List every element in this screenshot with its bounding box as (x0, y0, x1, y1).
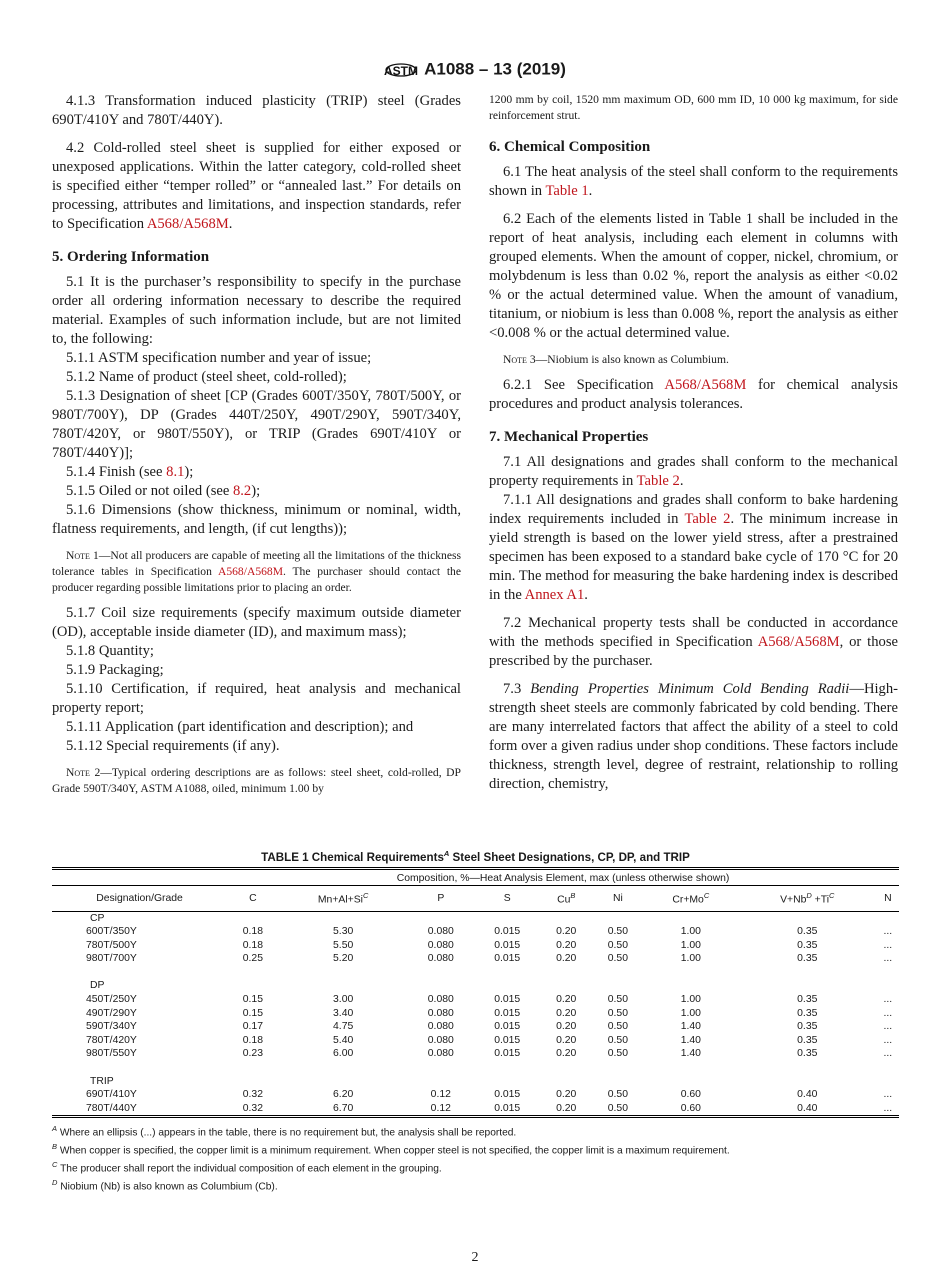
footnote-mark: C (829, 891, 835, 901)
value-cell: ... (883, 953, 893, 965)
text-run: 5.1.6 Dimensions (show thickness, minimum or nominal, width, flatness requirements, and length, (if cut lengths)); (52, 502, 461, 537)
text-run: 4.1.3 Transformation induced plasticity (TRIP) steel (Grades 690T/410Y and 780T/440Y). (52, 93, 461, 128)
column-header (279, 886, 408, 911)
grade-cell: 980T/550Y (86, 1048, 137, 1060)
value-cell: 0.18 (242, 939, 263, 951)
value-cell: 1.40 (680, 1034, 701, 1046)
table-body (52, 911, 899, 1117)
table-title (52, 849, 899, 864)
column-header (408, 886, 474, 911)
table-row (52, 1020, 899, 1034)
paragraph (52, 604, 461, 642)
group-row (52, 1075, 899, 1089)
group-row (52, 911, 899, 925)
paragraph (489, 680, 898, 794)
value-cell: 0.60 (680, 1089, 701, 1101)
value-cell: ... (883, 1007, 893, 1019)
value-cell: 0.15 (242, 994, 263, 1006)
section-heading: 5. Ordering Information (52, 249, 210, 265)
text-run: 5.1.11 Application (part identification and description); and (66, 719, 414, 735)
table-row (52, 952, 899, 966)
value-cell: 1.00 (680, 939, 701, 951)
paragraph (52, 139, 461, 234)
page-header (0, 56, 950, 84)
paragraph (52, 92, 461, 130)
footnote (52, 1122, 899, 1140)
table-row (52, 1047, 899, 1061)
footnote-text: The producer shall report the individual composition of each element in the grouping. (57, 1163, 442, 1175)
value-cell: 0.015 (494, 939, 521, 951)
value-cell: 1.40 (680, 1048, 701, 1060)
column-header (644, 886, 738, 911)
group-label: TRIP (90, 1075, 114, 1087)
group-label: DP (90, 980, 105, 992)
column-label: Cu (557, 894, 571, 906)
column-label: Designation/Grade (96, 892, 183, 904)
value-cell: 6.20 (333, 1089, 354, 1101)
reference-link[interactable]: Table 2 (636, 473, 680, 489)
value-cell: 0.50 (607, 994, 628, 1006)
grade-cell: 780T/420Y (86, 1034, 137, 1046)
page-number: 2 (471, 1250, 479, 1265)
spacer-row (52, 1061, 899, 1075)
value-cell: 0.015 (494, 953, 521, 965)
value-cell: 0.015 (494, 994, 521, 1006)
text-run: . (679, 473, 684, 489)
text-run: 5.1.5 Oiled or not oiled (see (66, 483, 233, 499)
column-label: Ni (612, 892, 623, 904)
table-row (52, 993, 899, 1007)
footnote (52, 1176, 899, 1194)
value-cell: 0.35 (797, 926, 818, 938)
value-cell: 0.20 (556, 1034, 577, 1046)
value-cell: 0.25 (242, 953, 263, 965)
value-cell: 0.60 (644, 1102, 738, 1117)
value-cell: ... (877, 1102, 899, 1117)
value-cell: 5.20 (333, 953, 354, 965)
text-run: , or those prescribed by the purchaser. (489, 634, 898, 669)
text-run: 5.1.9 Packaging; (66, 662, 164, 678)
reference-link[interactable]: 8.2 (232, 483, 252, 499)
grade-cell: 450T/250Y (86, 994, 137, 1006)
text-run: 5.1.10 Certification, if required, heat analysis and mechanical property report; (52, 681, 461, 716)
table-title-footnote-mark: A (443, 849, 450, 858)
value-cell: 0.35 (797, 953, 818, 965)
value-cell: 1.00 (680, 953, 701, 965)
value-cell: 0.080 (427, 994, 454, 1006)
paragraph (52, 273, 461, 349)
footnote-mark: B (570, 891, 576, 901)
value-cell: 0.12 (430, 1089, 451, 1101)
value-cell: 0.50 (607, 1034, 628, 1046)
column-header (540, 886, 592, 911)
value-cell: ... (883, 926, 893, 938)
value-cell: ... (883, 1021, 893, 1033)
paragraph (52, 463, 461, 482)
table-row (52, 939, 899, 953)
reference-link[interactable]: Table 2 (684, 511, 731, 527)
value-cell: 0.35 (797, 1034, 818, 1046)
paragraph (489, 453, 898, 491)
reference-link[interactable]: A568/A568M (757, 634, 840, 650)
paragraph (52, 387, 461, 463)
value-cell: 0.015 (494, 1089, 521, 1101)
text-run: —Typical ordering descriptions are as follows: steel sheet, cold-rolled, DP Grade 590T/340Y, ASTM A1088, oiled, minimum 1.00 by (52, 766, 461, 795)
left-column (52, 92, 461, 805)
column-label: V+Nb (780, 894, 807, 906)
value-cell: ... (883, 994, 893, 1006)
text-run: 5.1 It is the purchaser’s responsibility to specify in the purchase order all ordering information necessary to describe the required material. Examples of such information include, but are not limited to, the following: (52, 274, 461, 347)
footnote-mark: A (52, 1124, 58, 1134)
text-run: 7.3 (503, 681, 531, 697)
value-cell: 5.50 (333, 939, 354, 951)
paragraph (52, 349, 461, 368)
value-cell: 5.30 (333, 926, 354, 938)
table-row (52, 1088, 899, 1102)
text-run: 4.2 Cold-rolled steel sheet is supplied for either exposed or unexposed applications. Within the latter category, cold-rolled sheet is specified either “temper rolled” or “annealed last.” For details on processing, attributes and limitations, and inspection standards, refer to Specification (52, 140, 461, 232)
value-cell: 0.50 (607, 1007, 628, 1019)
value-cell: 0.50 (592, 1102, 644, 1117)
value-cell: ... (883, 1034, 893, 1046)
text-run: ); (251, 483, 261, 499)
text-run: 5.1.4 Finish (see (66, 464, 167, 480)
footnote-mark: D (806, 891, 812, 901)
column-header (227, 886, 279, 911)
value-cell: 1.40 (680, 1021, 701, 1033)
text-run: 6.1 The heat analysis of the steel shall conform to the requirements shown in (489, 164, 898, 199)
grade-cell: 590T/340Y (86, 1021, 137, 1033)
footnote-text: When copper is specified, the copper limit is a minimum requirement. When copper steel is not specified, the copper limit is a maximum requirement. (57, 1145, 730, 1157)
value-cell: 0.080 (427, 1021, 454, 1033)
document-designation: A1088 – 13 (2019) (424, 59, 566, 79)
grade-cell: 980T/700Y (86, 953, 137, 965)
value-cell: 0.32 (242, 1089, 263, 1101)
table-1 (52, 849, 899, 1194)
paragraph (489, 491, 898, 605)
footnote-mark: D (52, 1178, 58, 1188)
note (489, 352, 898, 368)
column-header (592, 886, 644, 911)
note (52, 548, 461, 596)
footnote-mark: C (703, 891, 710, 901)
paragraph (489, 163, 898, 201)
note-label: Note 3 (503, 353, 536, 366)
text-run: ); (184, 464, 194, 480)
table-row (52, 925, 899, 939)
text-run: . (228, 216, 233, 232)
paragraph (52, 680, 461, 718)
column-label: P (437, 892, 445, 904)
value-cell: 0.15 (242, 1007, 263, 1019)
value-cell: 0.18 (242, 1034, 263, 1046)
reference-link[interactable]: 8.1 (166, 464, 185, 480)
text-run: . The purchaser should contact the producer regarding possible limitations prior to placing an order. (52, 565, 461, 594)
value-cell: 0.20 (556, 1021, 577, 1033)
value-cell: 0.40 (738, 1102, 877, 1117)
value-cell: 0.12 (408, 1102, 474, 1117)
text-run: 1200 mm by coil, 1520 mm maximum OD, 600 mm ID, 10 000 kg maximum, for side reinforcement strut. (489, 93, 898, 122)
column-label: Cr+Mo (672, 894, 704, 906)
value-cell: 0.015 (474, 1102, 540, 1117)
span-header-blank (52, 868, 227, 886)
value-cell: 0.17 (242, 1021, 263, 1033)
chemical-requirements-table (52, 867, 899, 1119)
grade-cell: 780T/500Y (86, 939, 137, 951)
text-run: for chemical analysis procedures and product analysis tolerances. (489, 377, 898, 412)
grade-cell: 490T/290Y (86, 1007, 137, 1019)
value-cell: 3.40 (333, 1007, 354, 1019)
paragraph (489, 376, 898, 414)
group-label: CP (90, 912, 105, 924)
value-cell: 0.50 (607, 939, 628, 951)
value-cell: 0.50 (607, 1048, 628, 1060)
text-run: 6.2.1 See Specification (503, 377, 665, 393)
paragraph (52, 368, 461, 387)
value-cell: 0.35 (797, 1048, 818, 1060)
value-cell: 0.080 (427, 1034, 454, 1046)
footnote-text: Where an ellipsis (...) appears in the table, there is no requirement but, the analysis shall be reported. (57, 1127, 517, 1139)
column-label: +Ti (811, 894, 830, 906)
text-run: . (588, 183, 593, 199)
text-run: 5.1.2 Name of product (steel sheet, cold-rolled); (66, 369, 347, 385)
paragraph (489, 92, 898, 124)
value-cell: 0.015 (494, 1034, 521, 1046)
value-cell: 1.00 (680, 994, 701, 1006)
column-header (738, 886, 877, 911)
paragraph (52, 737, 461, 756)
paragraph (52, 501, 461, 539)
text-run: 5.1.12 Special requirements (if any). (66, 738, 280, 754)
value-cell: ... (883, 939, 893, 951)
section-heading: 7. Mechanical Properties (489, 429, 649, 445)
right-column (489, 92, 898, 794)
table-row (52, 1007, 899, 1021)
value-cell: 0.20 (556, 1007, 577, 1019)
text-run: —Not all producers are capable of meeting all the limitations of the thickness tolerance tables in Specification (52, 549, 461, 578)
paragraph (52, 661, 461, 680)
column-label: S (503, 892, 511, 904)
group-row (52, 979, 899, 993)
note-label: Note 1 (66, 549, 99, 562)
value-cell: 5.40 (333, 1034, 354, 1046)
note-label: Note 2 (66, 766, 101, 779)
spacer-row (52, 966, 899, 980)
text-run: 5.1.1 ASTM specification number and year of issue; (66, 350, 372, 366)
value-cell: 0.20 (540, 1102, 592, 1117)
value-cell: 0.080 (427, 1007, 454, 1019)
astm-logo-icon (384, 56, 418, 84)
column-label: N (884, 892, 892, 904)
text-run: . (584, 587, 588, 603)
value-cell: 0.20 (556, 926, 577, 938)
value-cell: 0.080 (427, 926, 454, 938)
value-cell: 4.75 (333, 1021, 354, 1033)
column-header (52, 886, 227, 911)
value-cell: 0.23 (242, 1048, 263, 1060)
text-run: 6.2 Each of the elements listed in Table 1 shall be included in the report of heat analysis, including each element in columns with grouped elements. When the amount of copper, nickel, chromium, or molybdenum is less than 0.02 %, report the analysis as either <0.02 % or the actual determined value. When the amount of vanadium, titanium, or niobium is less than 0.008 %, report the analysis as either <0.008 % or the actual determined value. (489, 211, 898, 341)
grade-cell: 600T/350Y (86, 926, 137, 938)
value-cell: 0.32 (227, 1102, 279, 1117)
footnote (52, 1158, 899, 1176)
text-run: 7.2 Mechanical property tests shall be conducted in accordance with the methods specified in Specification (489, 615, 898, 650)
value-cell: ... (883, 1048, 893, 1060)
column-label: Mn+Al+Si (317, 894, 363, 906)
table-footnotes (52, 1122, 899, 1194)
text-run: . The minimum increase in yield strength is based on the lower yield stress, after a prestrained specimen has been exposed to a standard bake cycle of 170 °C for 20 min. The method for measuring the bake hardening index is described in the (489, 511, 898, 603)
reference-link[interactable]: Table 1 (545, 183, 589, 199)
text-run: —High-strength sheet steels are commonly fabricated by cold bending. There are many interrelated factors that affect the ability of a steel to cold form over a given radius under shop conditions. These factors include thickness, strength level, degree of restraint, relationship to rolling direction, chemistry, (489, 681, 898, 792)
value-cell: 3.00 (333, 994, 354, 1006)
value-cell: 0.080 (427, 953, 454, 965)
svg-text:ASTM: ASTM (384, 64, 419, 78)
value-cell: ... (883, 1089, 893, 1101)
value-cell: 0.20 (556, 939, 577, 951)
table-title-text: TABLE 1 Chemical Requirements (261, 850, 444, 864)
value-cell: 0.015 (494, 1007, 521, 1019)
value-cell: 0.20 (556, 994, 577, 1006)
value-cell: 0.015 (494, 1048, 521, 1060)
value-cell: 0.35 (797, 1021, 818, 1033)
reference-link[interactable]: A568/A568M (217, 565, 284, 578)
italic-run-in-heading: Bending Properties Minimum Cold Bending Radii (530, 681, 850, 697)
value-cell: 6.70 (279, 1102, 408, 1117)
value-cell: 0.35 (797, 994, 818, 1006)
text-run: —Niobium is also known as Columbium. (535, 353, 729, 366)
text-run: 5.1.7 Coil size requirements (specify maximum outside diameter (OD), acceptable inside diameter (ID), and maximum mass); (52, 605, 461, 640)
text-run: 7.1 All designations and grades shall conform to the mechanical property requirements in (489, 454, 898, 489)
reference-link[interactable]: A568/A568M (146, 216, 229, 232)
column-label: C (249, 892, 257, 904)
value-cell: 0.50 (607, 1021, 628, 1033)
composition-span-header: Composition, %—Heat Analysis Element, max (unless otherwise shown) (227, 868, 899, 886)
value-cell: 0.080 (427, 939, 454, 951)
reference-link[interactable]: A568/A568M (664, 377, 747, 393)
value-cell: 0.20 (556, 1089, 577, 1101)
value-cell: 0.20 (556, 1048, 577, 1060)
paragraph (52, 718, 461, 737)
column-headers (52, 886, 899, 911)
paragraph (52, 482, 461, 501)
footnote-mark: C (362, 891, 369, 901)
column-header (474, 886, 540, 911)
note (52, 765, 461, 797)
value-cell: 6.00 (333, 1048, 354, 1060)
footnote-mark: B (52, 1142, 58, 1152)
grade-cell: 690T/410Y (86, 1089, 137, 1101)
table-title-rest: Steel Sheet Designations, CP, DP, and TRIP (449, 850, 690, 864)
column-header (877, 886, 899, 911)
footnote (52, 1140, 899, 1158)
text-run: 5.1.8 Quantity; (66, 643, 154, 659)
paragraph (489, 210, 898, 343)
text-run: 5.1.3 Designation of sheet [CP (Grades 600T/350Y, 780T/500Y, or 980T/700Y), DP (Grades 440T/250Y, 490T/290Y, 590T/340Y, 780T/420Y, or 980T/550Y), or TRIP (Grades 690T/410Y or 780T/440Y)]; (52, 388, 461, 461)
value-cell: 0.35 (797, 939, 818, 951)
value-cell: 1.00 (680, 926, 701, 938)
value-cell: 0.080 (427, 1048, 454, 1060)
value-cell: 0.50 (607, 926, 628, 938)
section-heading: 6. Chemical Composition (489, 139, 651, 155)
value-cell: 1.00 (680, 1007, 701, 1019)
value-cell: 0.35 (797, 1007, 818, 1019)
value-cell: 0.20 (556, 953, 577, 965)
reference-link[interactable]: Annex A1 (524, 587, 585, 603)
value-cell: 0.50 (607, 953, 628, 965)
paragraph (52, 642, 461, 661)
value-cell: 0.015 (494, 1021, 521, 1033)
value-cell: 0.40 (797, 1089, 818, 1101)
grade-cell: 780T/440Y (52, 1102, 227, 1117)
value-cell: 0.015 (494, 926, 521, 938)
table-row (52, 1034, 899, 1048)
footnote-mark: C (52, 1160, 58, 1170)
value-cell: 0.50 (607, 1089, 628, 1101)
text-run: 7.1.1 All designations and grades shall conform to bake hardening index requirements included in (489, 492, 898, 527)
paragraph (489, 614, 898, 671)
footnote-text: Niobium (Nb) is also known as Columbium (Cb). (57, 1181, 278, 1193)
value-cell: 0.18 (242, 926, 263, 938)
table-row (52, 1102, 899, 1117)
